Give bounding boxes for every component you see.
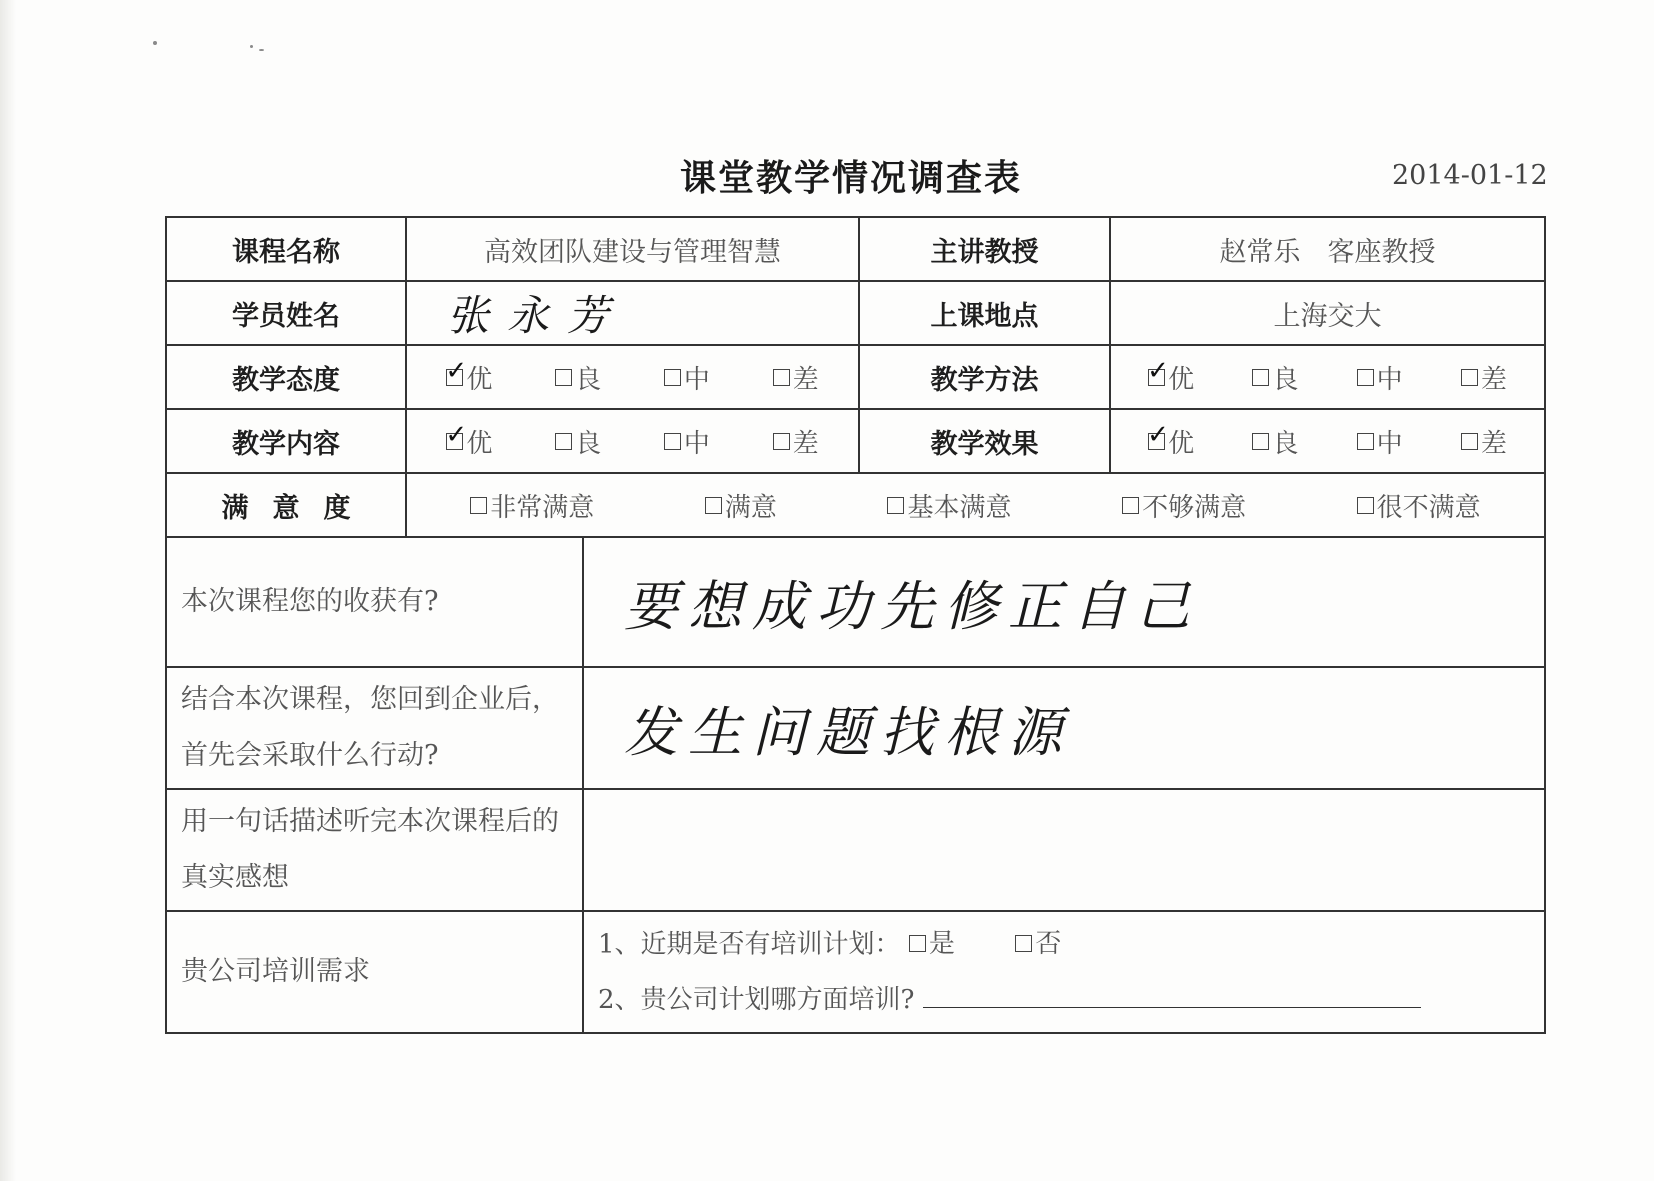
satisfaction-option-very-satisfied[interactable]: 非常满意	[470, 487, 594, 524]
gain-question: 本次课程您的收获有?	[166, 537, 583, 667]
gain-answer-handwritten[interactable]: 要想成功先修正自己	[583, 537, 1545, 667]
attitude-label: 教学态度	[166, 345, 406, 409]
checkbox-icon	[1461, 369, 1478, 386]
feeling-question: 用一句话描述听完本次课程后的真实感想	[166, 789, 583, 911]
method-option-excellent[interactable]: ✓ 优	[1148, 359, 1194, 396]
checkbox-icon	[773, 369, 790, 386]
effect-options	[1110, 409, 1545, 473]
attitude-option-poor[interactable]: 差	[773, 359, 819, 396]
checkbox-icon	[1357, 497, 1374, 514]
effect-option-poor[interactable]: 差	[1461, 423, 1507, 460]
checkbox-icon	[1252, 369, 1269, 386]
content-option-excellent[interactable]: ✓ 优	[446, 423, 492, 460]
row-content-effect	[166, 409, 1545, 473]
scan-speck	[153, 41, 157, 45]
row-course	[166, 217, 1545, 281]
method-option-fair[interactable]: 中	[1357, 359, 1403, 396]
checkbox-icon	[555, 433, 572, 450]
checkbox-icon	[1252, 433, 1269, 450]
checkbox-icon	[1461, 433, 1478, 450]
row-attitude-method	[166, 345, 1545, 409]
survey-form-table	[165, 216, 1546, 1034]
row-feeling	[166, 789, 1545, 911]
checkbox-icon	[664, 433, 681, 450]
training-area-question: 2、贵公司计划哪方面培训?	[598, 972, 1530, 1028]
method-label: 教学方法	[859, 345, 1110, 409]
checkbox-checked-icon	[1148, 433, 1165, 450]
row-training	[166, 911, 1545, 1033]
satisfaction-options	[406, 473, 1545, 537]
action-question: 结合本次课程，您回到企业后，首先会采取什么行动?	[166, 667, 583, 789]
training-plan-question: 1、近期是否有培训计划： 是 否	[598, 916, 1530, 973]
training-needs-questions	[583, 911, 1545, 1033]
form-title: 课堂教学情况调查表	[680, 158, 1023, 199]
checkbox-icon	[705, 497, 722, 514]
checkbox-icon	[1357, 433, 1374, 450]
checkbox-checked-icon	[446, 369, 463, 386]
checkbox-icon	[1357, 369, 1374, 386]
form-date: 2014-01-12	[1392, 160, 1548, 191]
content-option-poor[interactable]: 差	[773, 423, 819, 460]
location-value[interactable]: 上海交大	[1110, 281, 1545, 345]
checkbox-icon	[664, 369, 681, 386]
satisfaction-option-not-satisfied[interactable]: 不够满意	[1122, 487, 1246, 524]
scan-edge-shadow	[0, 0, 16, 1181]
method-options	[1110, 345, 1545, 409]
attitude-options	[406, 345, 859, 409]
attitude-option-fair[interactable]: 中	[664, 359, 710, 396]
checkbox-icon	[887, 497, 904, 514]
row-gain	[166, 537, 1545, 667]
effect-option-fair[interactable]: 中	[1357, 423, 1403, 460]
action-answer-handwritten[interactable]: 发生问题找根源	[583, 667, 1545, 789]
checkbox-icon	[773, 433, 790, 450]
row-action	[166, 667, 1545, 789]
training-needs-label: 贵公司培训需求	[166, 911, 583, 1033]
method-option-poor[interactable]: 差	[1461, 359, 1507, 396]
satisfaction-label: 满意度	[166, 473, 406, 537]
training-plan-yes[interactable]: 是	[909, 916, 955, 972]
student-name-label: 学员姓名	[166, 281, 406, 345]
row-satisfaction	[166, 473, 1545, 537]
content-options	[406, 409, 859, 473]
course-name-value[interactable]: 高效团队建设与管理智慧	[406, 217, 859, 281]
satisfaction-option-basically-satisfied[interactable]: 基本满意	[887, 487, 1011, 524]
content-option-fair[interactable]: 中	[664, 423, 710, 460]
course-name-label: 课程名称	[166, 217, 406, 281]
attitude-option-excellent[interactable]: ✓ 优	[446, 359, 492, 396]
scan-speck	[250, 45, 253, 48]
effect-label: 教学效果	[859, 409, 1110, 473]
satisfaction-option-satisfied[interactable]: 满意	[705, 487, 777, 524]
student-name-handwritten[interactable]: 张永芳	[406, 281, 859, 345]
checkbox-icon	[555, 369, 572, 386]
row-student	[166, 281, 1545, 345]
checkbox-icon	[1015, 935, 1032, 952]
method-option-good[interactable]: 良	[1252, 359, 1298, 396]
content-option-good[interactable]: 良	[555, 423, 601, 460]
professor-label: 主讲教授	[859, 217, 1110, 281]
training-area-answer-line[interactable]	[923, 985, 1421, 1008]
checkbox-icon	[909, 935, 926, 952]
feeling-answer[interactable]	[583, 789, 1545, 911]
training-plan-no[interactable]: 否	[1015, 916, 1061, 972]
satisfaction-option-very-unsatisfied[interactable]: 很不满意	[1357, 487, 1481, 524]
checkbox-icon	[1122, 497, 1139, 514]
content-label: 教学内容	[166, 409, 406, 473]
location-label: 上课地点	[859, 281, 1110, 345]
scan-speck	[259, 49, 264, 51]
professor-value[interactable]: 赵常乐 客座教授	[1110, 217, 1545, 281]
checkbox-checked-icon	[446, 433, 463, 450]
checkbox-icon	[470, 497, 487, 514]
effect-option-excellent[interactable]: ✓ 优	[1148, 423, 1194, 460]
effect-option-good[interactable]: 良	[1252, 423, 1298, 460]
attitude-option-good[interactable]: 良	[555, 359, 601, 396]
checkbox-checked-icon	[1148, 369, 1165, 386]
